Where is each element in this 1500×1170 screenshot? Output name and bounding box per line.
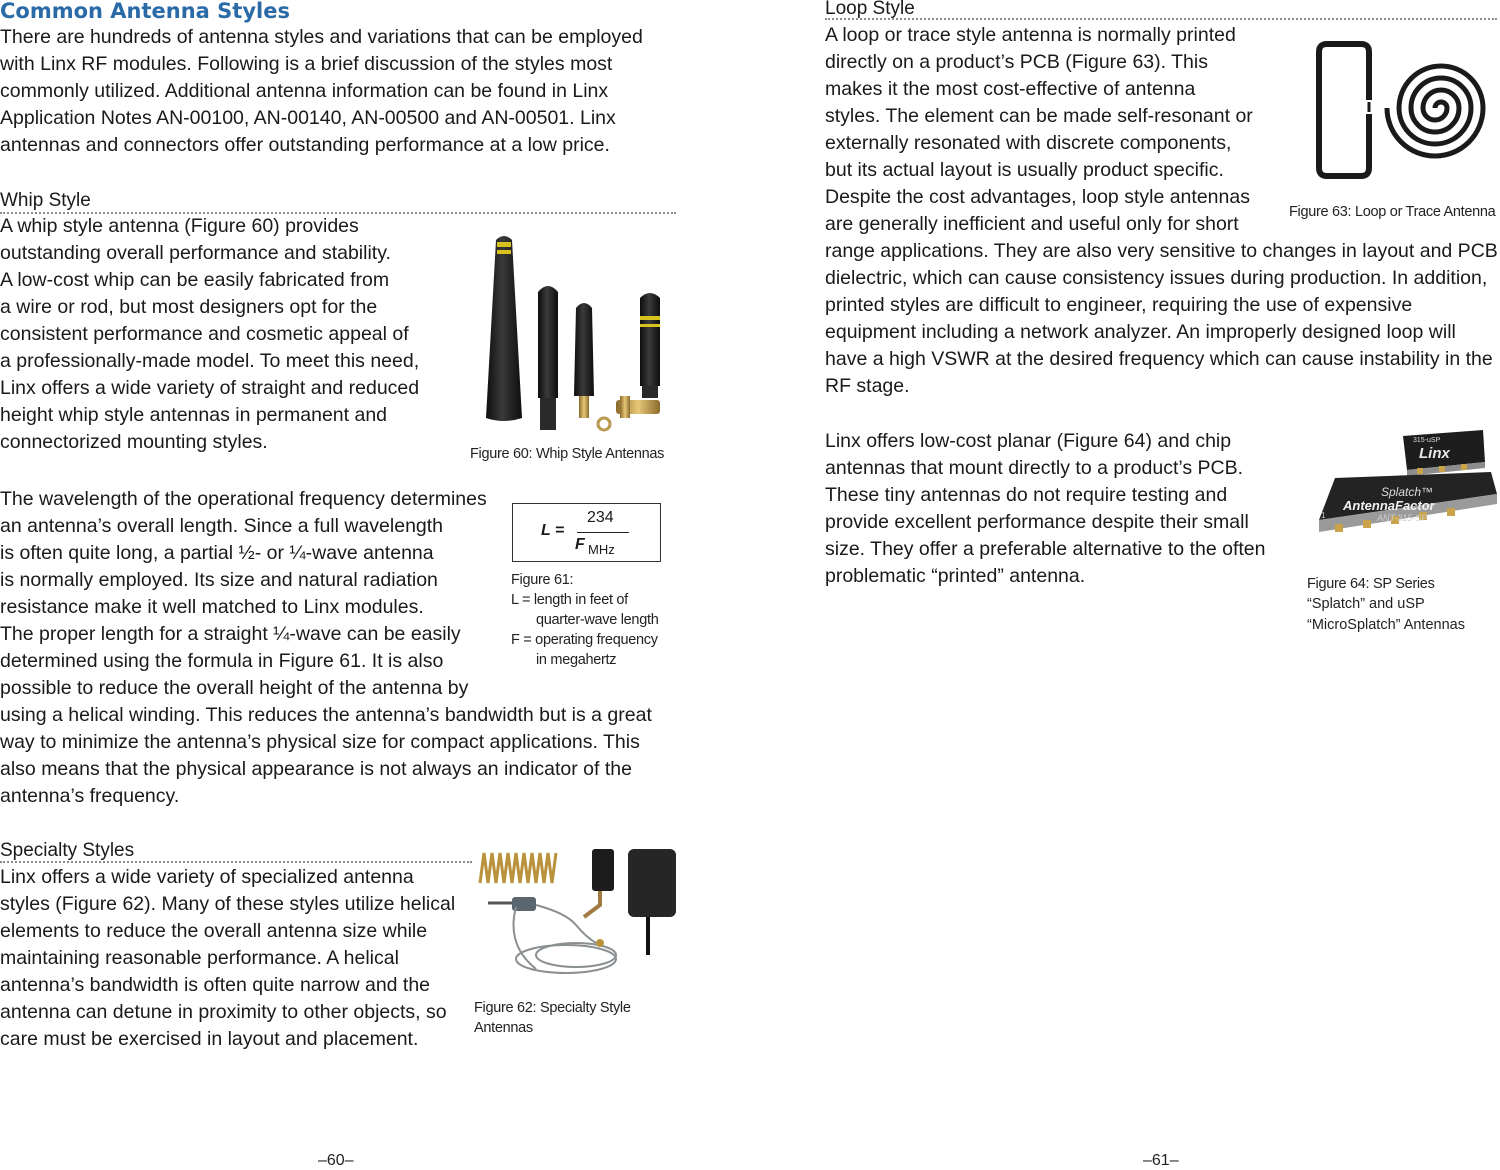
caption-line: Figure 64: SP Series: [1307, 576, 1435, 592]
caption-line: “Splatch” and uSP: [1307, 596, 1425, 612]
text-line: is normally employed. Its size and natural radiation: [0, 569, 438, 591]
text-line: Linx offers a wide variety of straight and reduced: [0, 377, 420, 399]
formula-denominator-sub: MHz: [588, 542, 615, 557]
text-line: The proper length for a straight ¼-wave can be easily: [0, 623, 461, 645]
splatch-chip: [1319, 472, 1497, 532]
patch-antenna: [628, 849, 676, 917]
planar-paragraph: [825, 428, 1295, 590]
text-line: possible to reduce the overall height of the antenna by: [0, 677, 469, 699]
text-line: The wavelength of the operational frequency determines: [0, 488, 487, 510]
coiled-cable: [516, 945, 616, 973]
caption-line: quarter-wave length: [536, 612, 659, 628]
text-line: A loop or trace style antenna is normally printed: [825, 24, 1236, 46]
fraction-bar: [577, 532, 629, 533]
text-line: externally resonated with discrete components,: [825, 132, 1232, 154]
text-line: A whip style antenna (Figure 60) provides: [0, 215, 359, 237]
text-line: care must be exercised in layout and placement.: [0, 1028, 419, 1050]
chip-antennas-image: [1305, 428, 1500, 553]
text-line: styles (Figure 62). Many of these styles utilize helical: [0, 893, 456, 915]
text-line: resistance make it well matched to Linx modules.: [0, 596, 424, 618]
caption-line: L = length in feet of: [511, 592, 628, 608]
loop-style-heading: Loop Style: [825, 0, 915, 19]
rectangular-loop-trace: [1327, 44, 1369, 100]
text-line: are generally inefficient and useful only for short: [825, 213, 1239, 235]
whip-antennas-image: [470, 228, 670, 433]
text-line: height whip style antennas in permanent and: [0, 404, 388, 426]
text-line: an antenna’s overall length. Since a full wavelength: [0, 515, 444, 537]
text-line: is often quite long, a partial ½- or ¼-wave antenna: [0, 542, 434, 564]
text-line: connectorized mounting styles.: [0, 431, 268, 453]
formula-box: [512, 503, 661, 562]
text-line: Linx offers low-cost planar (Figure 64) and chip: [825, 430, 1232, 452]
text-line: styles. The element can be made self-resonant or: [825, 105, 1253, 127]
figure-60-caption: Figure 60: Whip Style Antennas: [470, 446, 665, 462]
figure-64-caption: [1307, 574, 1500, 636]
caption-line: F = operating frequency: [511, 632, 658, 648]
text-line: Despite the cost advantages, loop style antennas: [825, 186, 1250, 208]
chip-large-pin: 1: [1321, 511, 1326, 520]
formula-denominator-var: F: [575, 536, 585, 553]
caption-line: in megahertz: [536, 652, 617, 668]
figure-61-caption: [511, 570, 681, 670]
specialty-paragraph: [0, 864, 470, 1053]
connector-whip-antenna: [574, 303, 594, 396]
caption-line: Figure 61:: [511, 572, 574, 588]
text-line: but its actual layout is usually product specific.: [825, 159, 1224, 181]
text-line: These tiny antennas do not require testing and: [825, 484, 1228, 506]
page-number-right: –61–: [1143, 1152, 1179, 1169]
formula-lhs: L =: [541, 522, 565, 539]
caption-line: “MicroSplatch” Antennas: [1307, 617, 1465, 633]
text-line: makes it the most cost-effective of antenna: [825, 78, 1196, 100]
text-line: antenna can detune in proximity to other objects, so: [0, 1001, 447, 1023]
text-line: elements to reduce the overall antenna size while: [0, 920, 428, 942]
loop-divider: [825, 18, 1497, 20]
specialty-styles-heading: Specialty Styles: [0, 840, 135, 861]
stubby-antenna: [592, 849, 614, 891]
loop-antennas-image: [1305, 40, 1500, 182]
text-line: determined using the formula in Figure 61. It is also: [0, 650, 444, 672]
text-line: a wire or rod, but most designers opt for the: [0, 296, 378, 318]
loop-paragraph-continued: range applications. They are also very sensitive to changes in layout and PCB dielectric, which can cause consistency issues during production. In addition, printed styles are difficult to engineer, requiring the use of expensive equipment including a network analyzer. An improperly designed loop will have a high VSWR at the desired frequency which can cause instability in the RF stage.: [825, 240, 1498, 397]
formula-numerator: 234: [587, 509, 614, 526]
loop-paragraph: [825, 22, 1295, 238]
microsplatch-chip: [1403, 430, 1485, 476]
text-line: antenna’s bandwidth is often quite narrow and the: [0, 974, 431, 996]
chip-large-line2: AntennaFactor: [1343, 498, 1435, 513]
wavelength-paragraph-continued: using a helical winding. This reduces the antenna’s bandwidth but is a great way to minimize the antenna’s physical size for compact applications. This also means that the physical appearance is not always an indicator of the antenna’s frequency.: [0, 704, 652, 807]
caption-line: Antennas: [474, 1020, 533, 1036]
tall-whip-antenna: [486, 236, 522, 421]
chip-large-brand: Splatch™: [1381, 485, 1434, 499]
medium-whip-antenna: [538, 286, 558, 398]
text-line: a professionally-made model. To meet this need,: [0, 350, 420, 372]
wavelength-paragraph: [0, 486, 510, 702]
specialty-divider: [0, 861, 472, 863]
figure-62-caption: [474, 998, 674, 1038]
whip-paragraph: [0, 213, 470, 456]
text-line: outstanding overall performance and stability.: [0, 242, 391, 264]
caption-line: Figure 62: Specialty Style: [474, 1000, 631, 1016]
text-line: provide excellent performance despite their small: [825, 511, 1249, 533]
text-line: antennas that mount directly to a product’s PCB.: [825, 457, 1244, 479]
figure-63-caption: Figure 63: Loop or Trace Antenna: [1289, 204, 1496, 220]
whip-style-heading: Whip Style: [0, 190, 91, 211]
helical-antenna: [480, 853, 556, 883]
page-title: Common Antenna Styles: [0, 0, 290, 23]
chip-small-top-label: 315-uSP: [1413, 437, 1441, 444]
text-line: maintaining reasonable performance. A helical: [0, 947, 399, 969]
chip-small-brand: Linx: [1419, 445, 1450, 462]
page-number-left: –60–: [318, 1152, 354, 1169]
spiral-loop-trace: [1387, 66, 1483, 156]
text-line: directly on a product’s PCB (Figure 63). This: [825, 51, 1208, 73]
specialty-antennas-image: [476, 845, 678, 980]
text-line: Linx offers a wide variety of specialized antenna: [0, 866, 414, 888]
text-line: consistent performance and cosmetic appeal of: [0, 323, 409, 345]
intro-paragraph: There are hundreds of antenna styles and variations that can be employed with Linx RF modules. Following is a brief discussion of the styles most commonly utilized. Additional antenna information can be found in Linx Application Notes AN-00100, AN-00140, AN-00500 and AN-00501. Linx antennas and connectors offer outstanding performance at a low price.: [0, 26, 643, 156]
text-line: size. They offer a preferable alternative to the often: [825, 538, 1266, 560]
text-line: A low-cost whip can be easily fabricated from: [0, 269, 390, 291]
text-line: problematic “printed” antenna.: [825, 565, 1086, 587]
chip-large-line3: ANT-315-SP: [1377, 513, 1428, 523]
right-angle-whip-antenna: [640, 293, 660, 386]
